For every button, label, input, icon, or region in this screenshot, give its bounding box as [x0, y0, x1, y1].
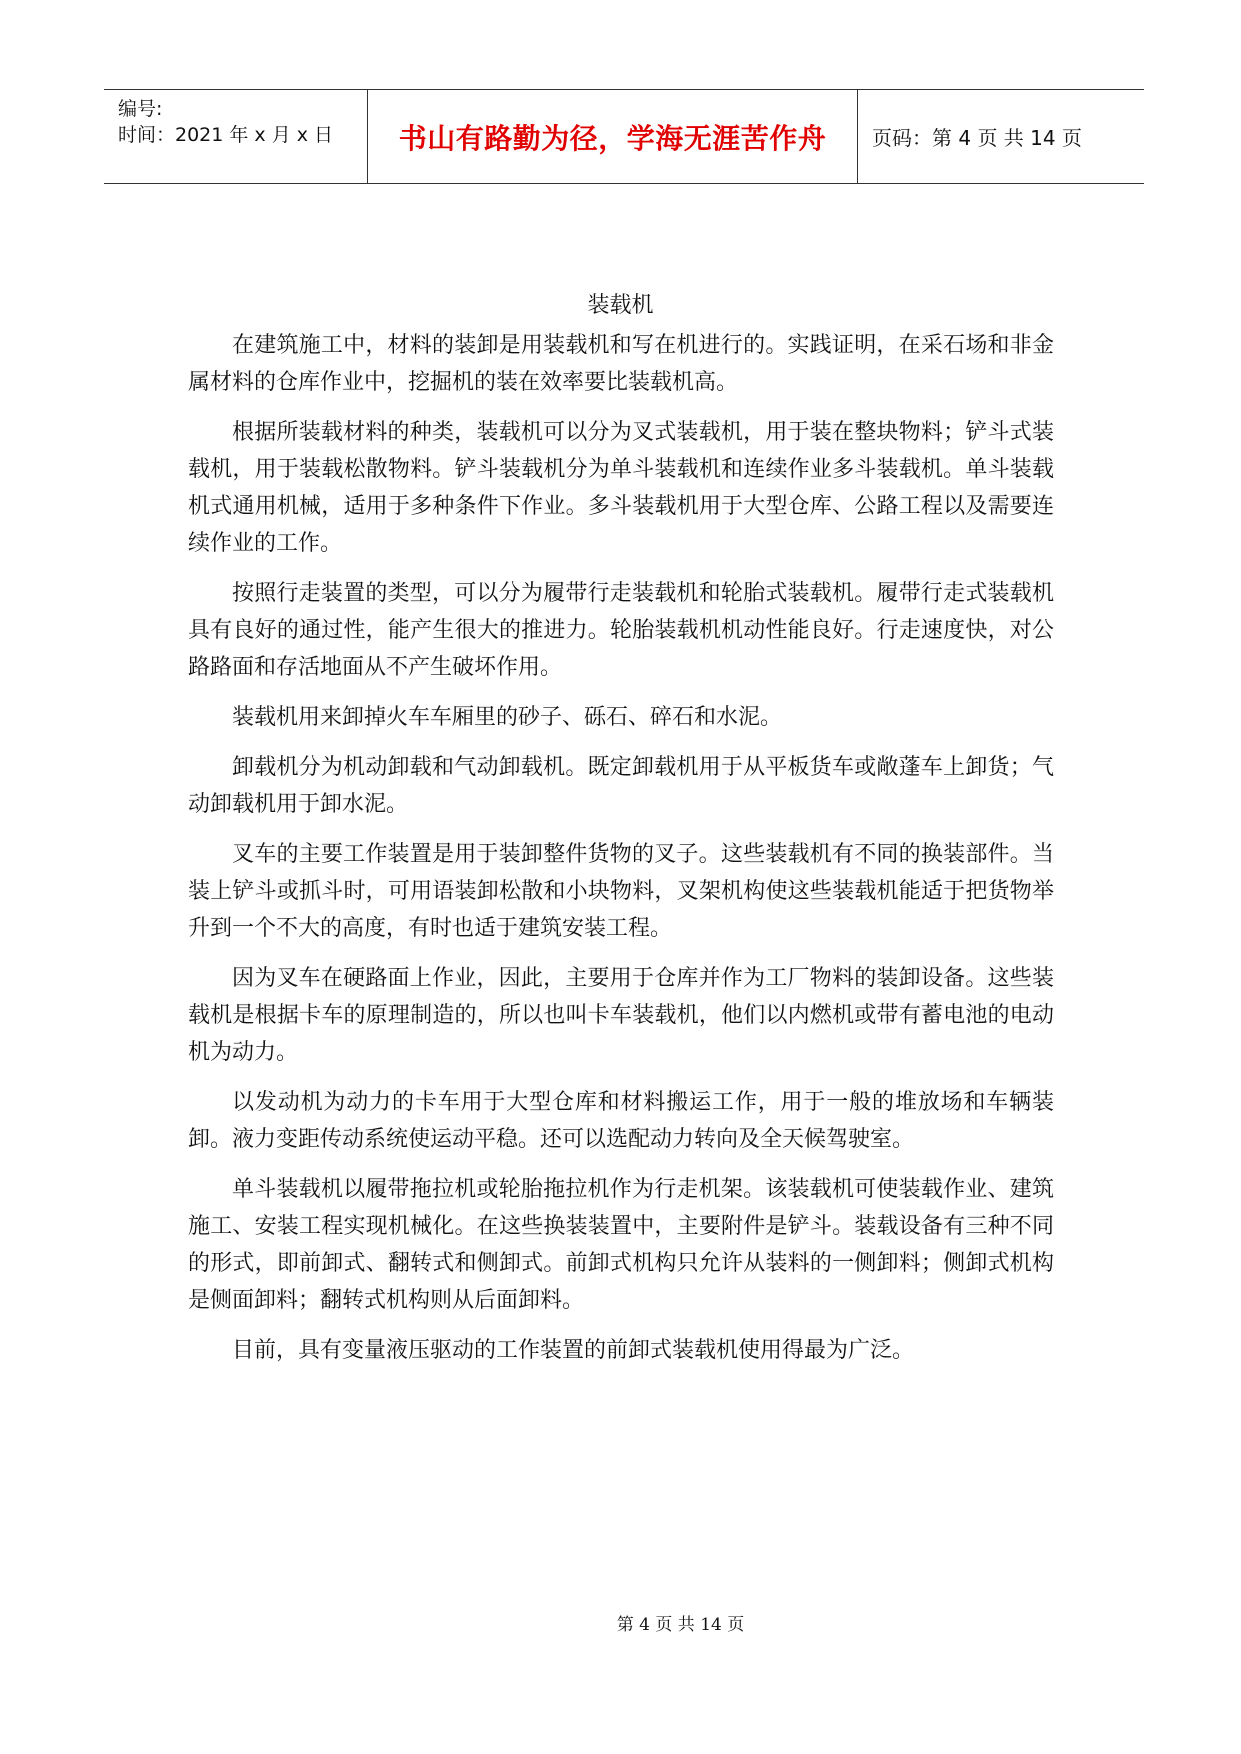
header-motto: 书山有路勤为径，学海无涯苦作舟 [398, 121, 827, 155]
paragraph: 按照行走装置的类型，可以分为履带行走装载机和轮胎式装载机。履带行走式装载机具有良好的通过性，能产生很大的推进力。轮胎装载机机动性能良好。行走速度快，对公路路面和存活地面从不产生破坏作用。 [188, 581, 1054, 680]
document-header [104, 89, 1144, 184]
document-body [188, 327, 1054, 1382]
paragraph: 装载机用来卸掉火车车厢里的砂子、砾石、碎石和水泥。 [232, 705, 783, 730]
page-footer: 第 4 页 共 14 页 [616, 1615, 745, 1635]
paragraph: 根据所装载材料的种类，装载机可以分为叉式装载机，用于装在整块物料；铲斗式装载机，用于装载松散物料。铲斗装载机分为单斗装载机和连续作业多斗装载机。单斗装载机式通用机械，适用于多种条件下作业。多斗装载机用于大型仓库、公路工程以及需要连续作业的工作。 [188, 420, 1054, 556]
paragraph: 以发动机为动力的卡车用于大型仓库和材料搬运工作，用于一般的堆放场和车辆装卸。液力变距传动系统使运动平稳。还可以选配动力转向及全天候驾驶室。 [188, 1090, 1054, 1152]
paragraph: 因为叉车在硬路面上作业，因此，主要用于仓库并作为工厂物料的装卸设备。这些装载机是根据卡车的原理制造的，所以也叫卡车装载机，他们以内燃机或带有蓄电池的电动机为动力。 [188, 966, 1054, 1065]
paragraph: 在建筑施工中，材料的装卸是用装载机和写在机进行的。实践证明，在采石场和非金属材料的仓库作业中，挖掘机的装在效率要比装载机高。 [188, 333, 1054, 395]
paragraph: 单斗装载机以履带拖拉机或轮胎拖拉机作为行走机架。该装载机可使装载作业、建筑施工、安装工程实现机械化。在这些换装装置中，主要附件是铲斗。装载设备有三种不同的形式，即前卸式、翻转式和侧卸式。前卸式机构只允许从装料的一侧卸料；侧卸式机构是侧面卸料；翻转式机构则从后面卸料。 [188, 1177, 1054, 1313]
header-page-label: 页码：第 4 页 共 14 页 [872, 126, 1082, 150]
time-label: 时间：2021 年 x 月 x 日 [118, 124, 334, 146]
paragraph: 卸载机分为机动卸载和气动卸载机。既定卸载机用于从平板货车或敞蓬车上卸货；气动卸载机用于卸水泥。 [188, 755, 1054, 817]
document-title: 装载机 [587, 293, 654, 318]
paragraph: 目前，具有变量液压驱动的工作装置的前卸式装载机使用得最为广泛。 [232, 1338, 915, 1363]
number-label: 编号: [118, 98, 163, 120]
paragraph: 叉车的主要工作装置是用于装卸整件货物的叉子。这些装载机有不同的换装部件。当装上铲斗或抓斗时，可用语装卸松散和小块物料，叉架机构使这些装载机能适于把货物举升到一个不大的高度，有时也适于建筑安装工程。 [188, 842, 1054, 941]
header-meta [104, 90, 364, 183]
header-page-cell [858, 90, 1144, 183]
header-motto-cell [368, 90, 857, 183]
